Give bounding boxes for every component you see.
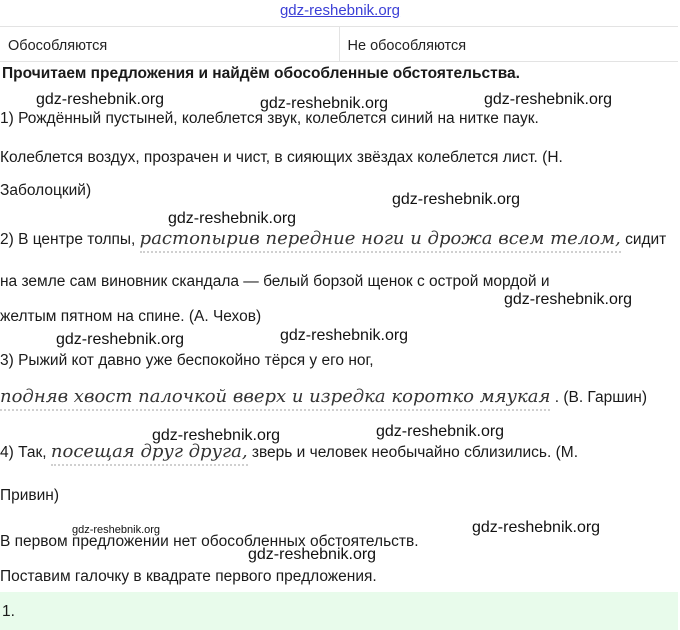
sentence-4-suffix: зверь и человек необычайно сблизились. (М. xyxy=(251,444,578,461)
watermark: gdz-reshebnik.org xyxy=(472,519,601,536)
sentence-2-line-1 xyxy=(0,228,666,249)
site-link[interactable]: gdz-reshebnik.org xyxy=(279,2,401,19)
table-header-not-separated: Не обособляются xyxy=(339,27,679,61)
sentence-2-prefix: 2) В центре толпы, xyxy=(0,231,136,248)
watermark: gdz-reshebnik.org xyxy=(56,331,185,348)
watermark: gdz-reshebnik.org xyxy=(168,210,297,227)
sentence-3-line-1: 3) Рыжий кот давно уже беспокойно тёрся у его ног, xyxy=(0,352,374,369)
watermark: gdz-reshebnik.org xyxy=(392,191,521,208)
sentence-1-line-2: Колеблется воздух, прозрачен и чист, в сияющих звёздах колеблется лист. (Н. xyxy=(0,149,563,166)
sentence-4-prefix: 4) Так, xyxy=(0,444,47,461)
task-heading: Прочитаем предложения и найдём обособленные обстоятельства. xyxy=(2,65,520,82)
watermark: gdz-reshebnik.org xyxy=(72,524,161,536)
sentence-4-line-1 xyxy=(0,441,578,462)
conclusion-line-1: В первом предложении нет обособленных обстоятельств. xyxy=(0,533,419,550)
watermark: gdz-reshebnik.org xyxy=(260,95,389,112)
answer-box xyxy=(0,592,678,630)
sentence-1-line-1: 1) Рождённый пустыней, колеблется звук, колеблется синий на нитке паук. xyxy=(0,110,539,127)
sentence-1-line-3: Заболоцкий) xyxy=(0,182,92,199)
answer-label: 1. xyxy=(2,603,15,620)
table-header-separated: Обособляются xyxy=(8,38,108,54)
watermark: gdz-reshebnik.org xyxy=(152,427,281,444)
watermark: gdz-reshebnik.org xyxy=(248,546,377,563)
sentence-4-line-2: Привин) xyxy=(0,487,60,504)
sentence-2-line-2: на земле сам виновник скандала — белый борзой щенок с острой мордой и xyxy=(0,273,550,290)
sentence-3-suffix: . (В. Гаршин) xyxy=(554,389,648,406)
handwritten-adverbial-3: подняв хвост палочкой вверх и изредка коротко мяукая xyxy=(0,386,550,411)
sentence-3-line-2 xyxy=(0,386,647,407)
watermark: gdz-reshebnik.org xyxy=(504,291,633,308)
handwritten-adverbial-2: растопырив передние ноги и дрожа всем телом, xyxy=(140,228,621,253)
classification-table xyxy=(0,26,678,62)
sentence-2-suffix: сидит xyxy=(625,231,667,248)
sentence-2-line-3: желтым пятном на спине. (А. Чехов) xyxy=(0,308,262,325)
handwritten-adverbial-4: посещая друг друга, xyxy=(51,441,248,466)
conclusion-line-2: Поставим галочку в квадрате первого предложения. xyxy=(0,568,377,585)
watermark: gdz-reshebnik.org xyxy=(36,91,165,108)
watermark: gdz-reshebnik.org xyxy=(376,423,505,440)
watermark: gdz-reshebnik.org xyxy=(280,327,409,344)
watermark: gdz-reshebnik.org xyxy=(484,91,613,108)
